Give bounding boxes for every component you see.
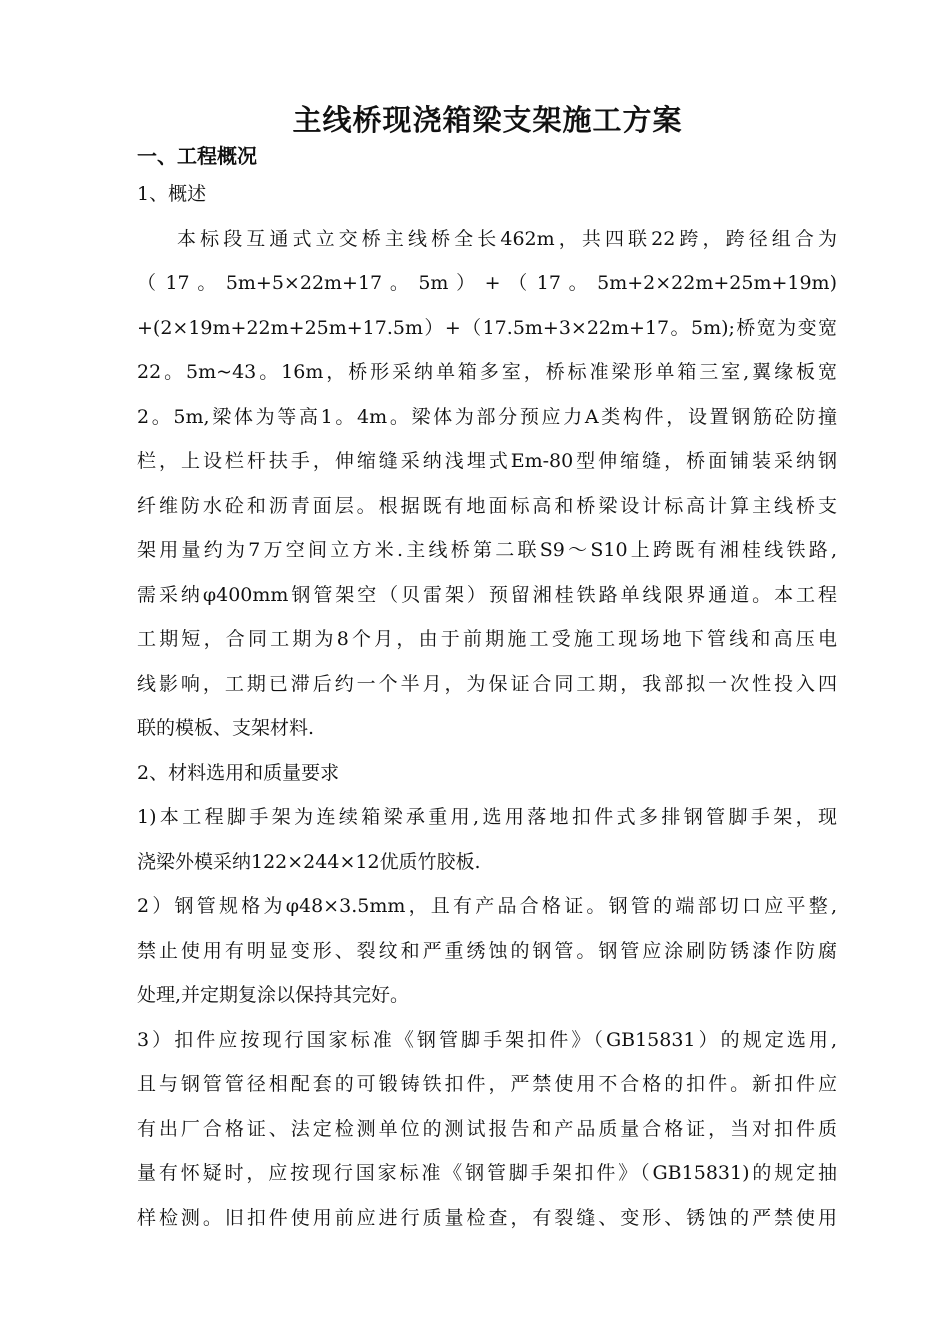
paragraph-line: 本标段互通式立交桥主线桥全长462m，共四联22跨，跨径组合为 xyxy=(177,227,837,250)
paragraph-line: 3）扣件应按现行国家标准《钢管脚手架扣件》（GB15831）的规定选用, xyxy=(137,1028,837,1051)
paragraph-line: 有出厂合格证、法定检测单位的测试报告和产品质量合格证，当对扣件质 xyxy=(137,1117,837,1140)
subsection-heading-materials: 2、材料选用和质量要求 xyxy=(137,761,340,784)
paragraph-line: 禁止使用有明显变形、裂纹和严重绣蚀的钢管。钢管应涂刷防锈漆作防腐 xyxy=(137,939,837,962)
document-title: 主线桥现浇箱梁支架施工方案 xyxy=(292,103,683,137)
paragraph-line: 浇梁外模采纳122×244×12优质竹胶板. xyxy=(137,850,481,873)
paragraph-line: 量有怀疑时，应按现行国家标准《钢管脚手架扣件》（GB15831)的规定抽 xyxy=(137,1162,837,1184)
paragraph-line: 样检测。旧扣件使用前应进行质量检查，有裂缝、变形、锈蚀的严禁使用 xyxy=(137,1206,837,1229)
section-heading: 一、工程概况 xyxy=(137,144,257,168)
paragraph-line: 架用量约为7万空间立方米.主线桥第二联S9～S10上跨既有湘桂线铁路, xyxy=(137,539,837,561)
paragraph-line: 联的模板、支架材料. xyxy=(137,717,315,739)
paragraph-line: 需采纳φ400mm钢管架空（贝雷架）预留湘桂铁路单线限界通道。本工程 xyxy=(137,583,837,606)
paragraph-line: 2。5m,梁体为等高1。4m。梁体为部分预应力A类构件，设置钢筋砼防撞 xyxy=(137,405,837,428)
paragraph-line: 22。5m~43。16m，桥形采纳单箱多室，桥标准梁形单箱三室,翼缘板宽 xyxy=(137,361,837,383)
paragraph-line: （ 17 。 5m+5×22m+17 。 5m ） + （ 17 。 5m+2×22m+25m+19m) xyxy=(137,272,837,294)
subsection-heading-overview: 1、概述 xyxy=(137,183,207,205)
paragraph-line: 栏，上设栏杆扶手，伸缩缝采纳浅埋式Em-80型伸缩缝，桥面铺装采纳钢 xyxy=(137,450,837,472)
paragraph-line: +(2×19m+22m+25m+17.5m）+（17.5m+3×22m+17。5m);桥宽为变宽 xyxy=(137,316,837,339)
paragraph-line: 纤维防水砼和沥青面层。根据既有地面标高和桥梁设计标高计算主线桥支 xyxy=(137,494,837,517)
paragraph-line: 工期短，合同工期为8个月，由于前期施工受施工现场地下管线和高压电 xyxy=(137,628,837,650)
document-body xyxy=(137,172,837,1240)
paragraph-line: 线影响，工期已滞后约一个半月，为保证合同工期，我部拟一次性投入四 xyxy=(137,672,837,695)
paragraph-line: 2）钢管规格为φ48×3.5mm，且有产品合格证。钢管的端部切口应平整, xyxy=(137,895,837,917)
paragraph-line: 1)本工程脚手架为连续箱梁承重用,选用落地扣件式多排钢管脚手架，现 xyxy=(137,806,837,828)
paragraph-line: 处理,并定期复涂以保持其完好。 xyxy=(137,984,410,1006)
paragraph-line: 且与钢管管径相配套的可锻铸铁扣件，严禁使用不合格的扣件。新扣件应 xyxy=(137,1073,837,1095)
